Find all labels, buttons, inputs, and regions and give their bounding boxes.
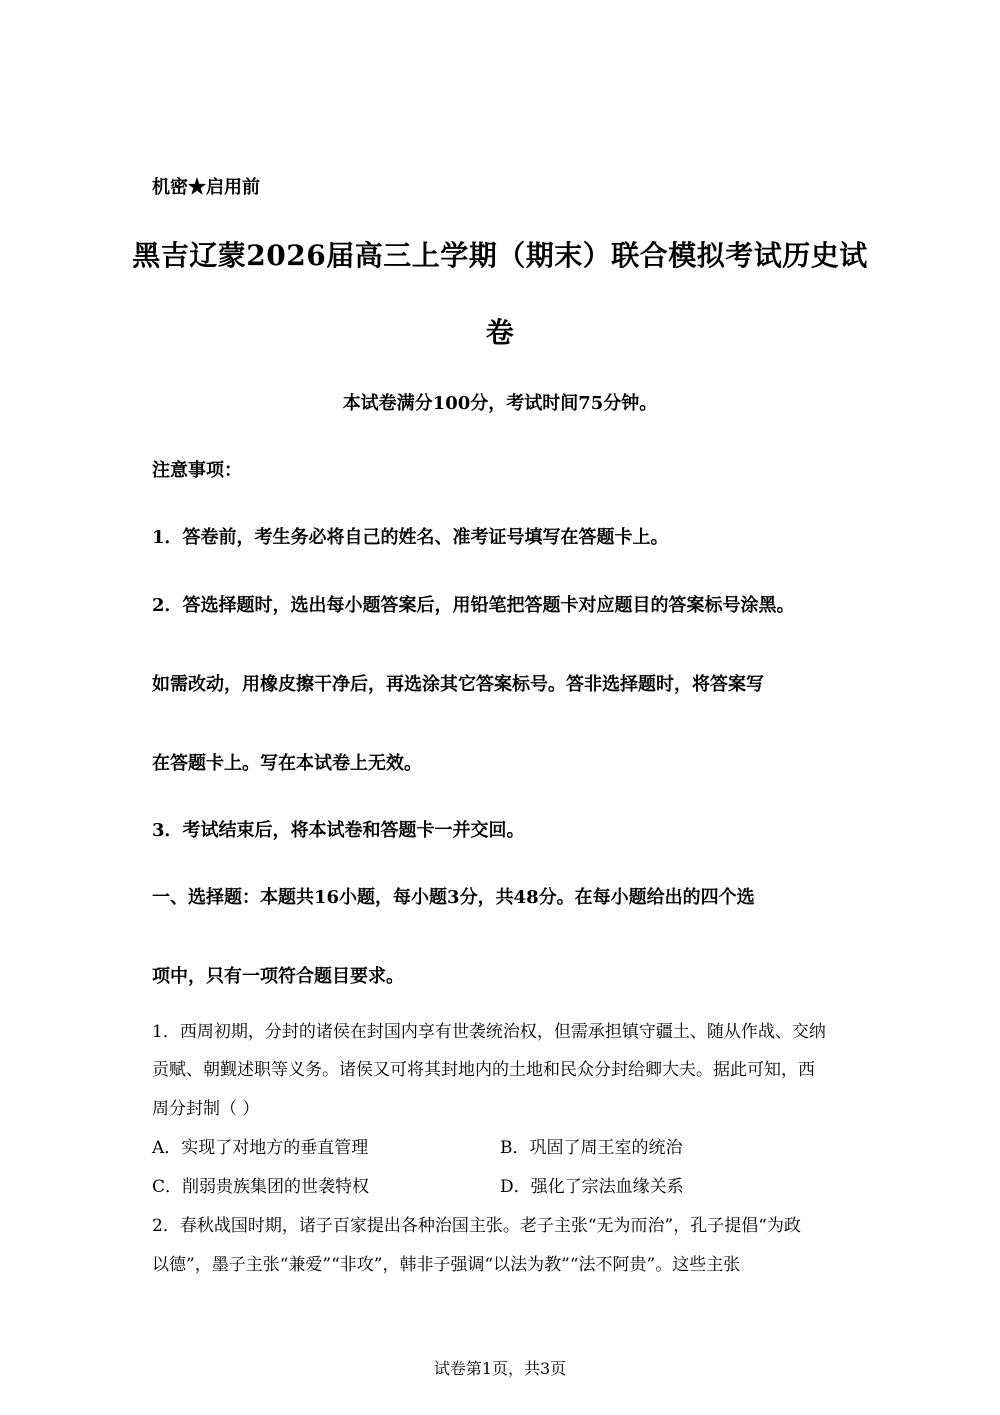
notes-heading: 注意事项：: [152, 460, 242, 481]
note-line-3: 如需改动，用橡皮擦干净后，再选涂其它答案标号。答非选择题时，将答案写: [152, 674, 764, 695]
section-heading-line-2: 项中，只有一项符合题目要求。: [152, 966, 404, 987]
exam-subtitle: 本试卷满分100分，考试时间75分钟。: [342, 393, 658, 414]
note-line-5: 3．考试结束后，将本试卷和答题卡一并交回。: [152, 820, 525, 841]
note-line-4: 在答题卡上。写在本试卷上无效。: [152, 753, 422, 774]
question-1-option-b: B．巩固了周王室的统治: [500, 1138, 683, 1158]
secret-mark: 机密★启用前: [152, 177, 260, 198]
note-line-1: 1．答卷前，考生务必将自己的姓名、准考证号填写在答题卡上。: [152, 527, 669, 548]
question-1-option-c: C．削弱贵族集团的世袭特权: [152, 1177, 370, 1197]
question-2-line-1: 2．春秋战国时期，诸子百家提出各种治国主张。老子主张“无为而治”，孔子提倡“为政: [152, 1216, 801, 1236]
question-1-line-1: 1．西周初期，分封的诸侯在封国内享有世袭统治权，但需承担镇守疆土、随从作战、交纳: [152, 1022, 826, 1042]
note-line-2: 2．答选择题时，选出每小题答案后，用铅笔把答题卡对应题目的答案标号涂黑。: [152, 595, 795, 616]
exam-title-line-2: 卷: [485, 316, 515, 349]
question-1-option-a: A．实现了对地方的垂直管理: [152, 1138, 369, 1158]
question-1-line-2: 贡赋、朝觐述职等义务。诸侯又可将其封地内的土地和民众分封给卿大夫。据此可知，西: [152, 1060, 815, 1080]
page-footer: 试卷第1页，共3页: [433, 1359, 567, 1378]
section-heading-line-1: 一、选择题：本题共16小题，每小题3分，共48分。在每小题给出的四个选: [152, 887, 755, 908]
question-1-line-3: 周分封制（ ）: [152, 1099, 260, 1119]
question-1-option-d: D．强化了宗法血缘关系: [500, 1177, 684, 1197]
question-2-line-2: 以德”，墨子主张“兼爱”“非攻”，韩非子强调“以法为教”“法不阿贵”。这些主张: [152, 1255, 741, 1275]
exam-title-line-1: 黑吉辽蒙2026届高三上学期（期末）联合模拟考试历史试: [132, 239, 868, 272]
